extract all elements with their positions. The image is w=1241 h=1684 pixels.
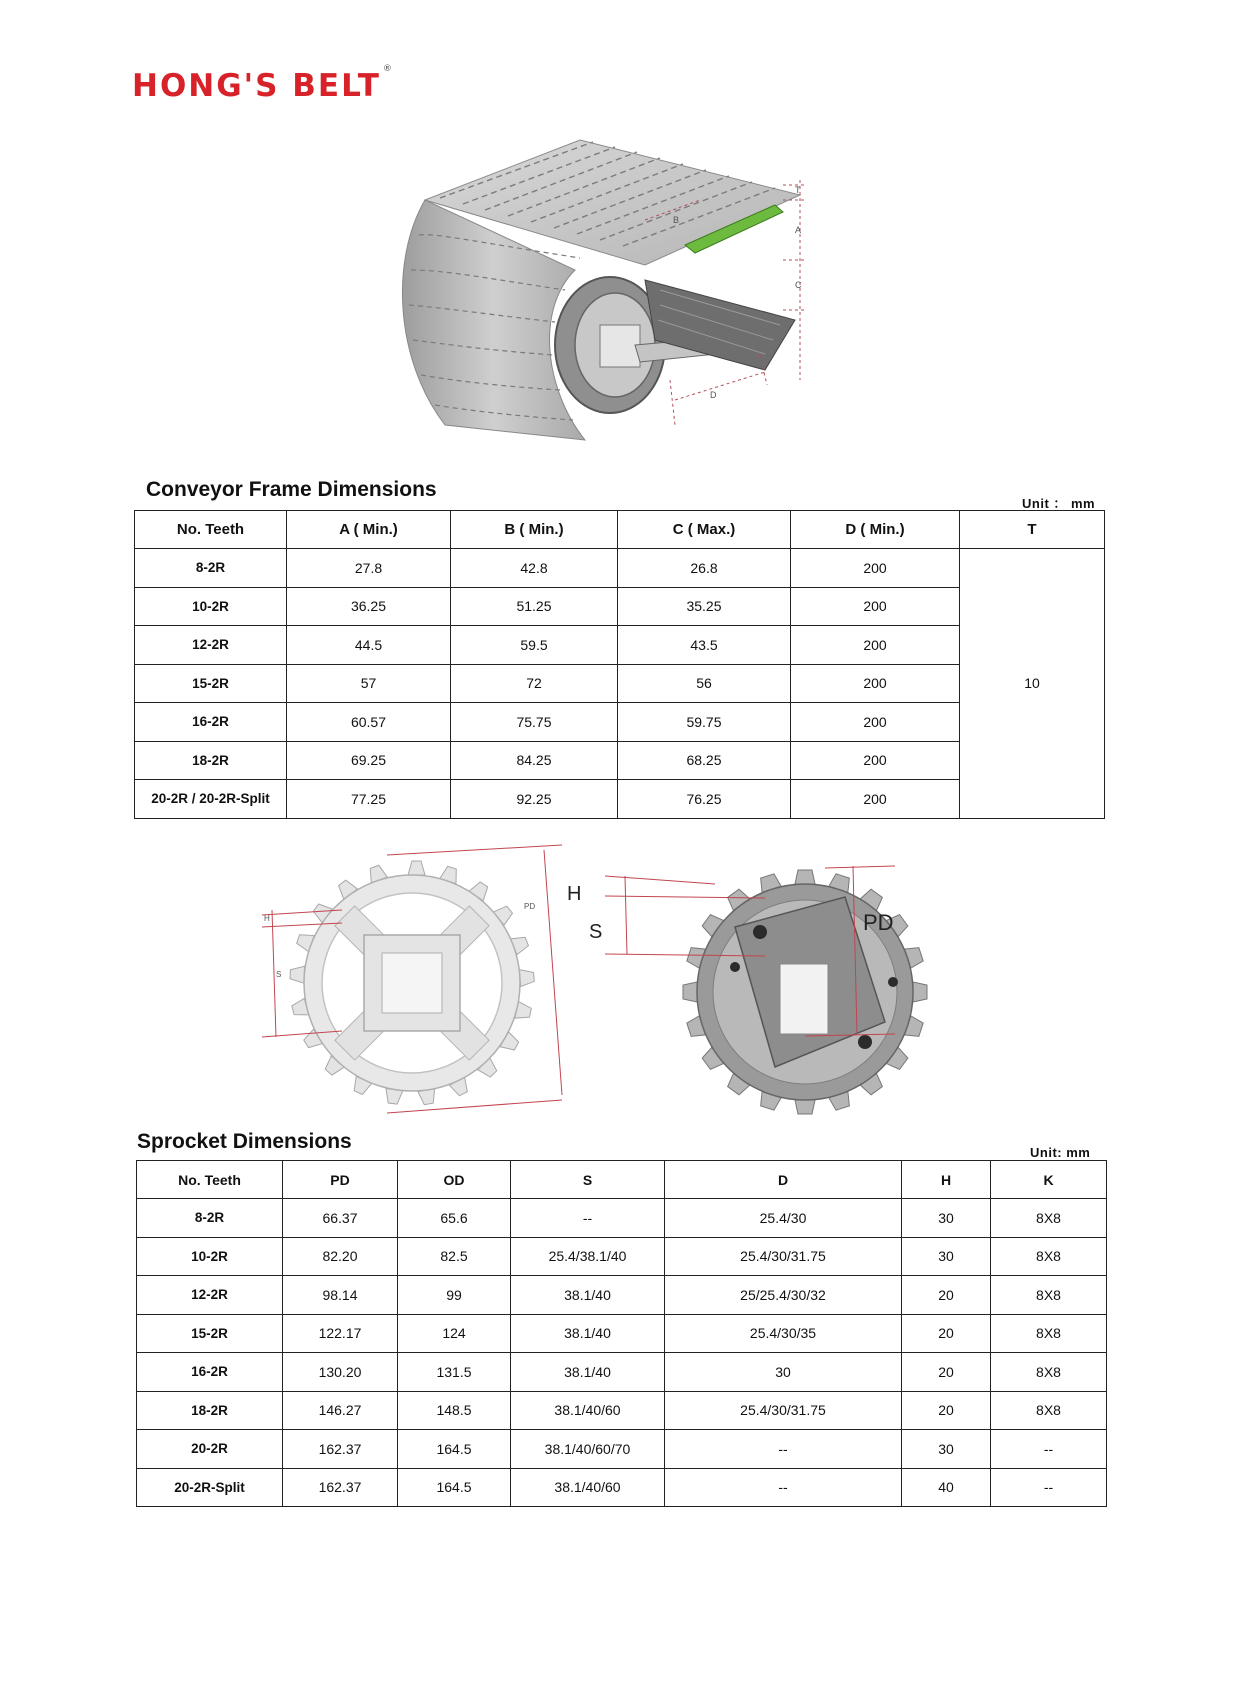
- dim-label-h: H: [567, 883, 582, 905]
- table-row: [137, 1276, 1107, 1315]
- cell-c: 35.25: [618, 587, 791, 626]
- cell-h: 30: [902, 1237, 991, 1276]
- cell-d: 25.4/30/31.75: [665, 1237, 902, 1276]
- cell-b: 72: [451, 664, 618, 703]
- cell-s: 38.1/40/60/70: [511, 1430, 665, 1469]
- cell-pd: 162.37: [283, 1430, 398, 1469]
- cell-teeth: 18-2R: [137, 1391, 283, 1430]
- cell-d: --: [665, 1430, 902, 1469]
- cell-k: 8X8: [991, 1314, 1107, 1353]
- cell-teeth: 12-2R: [137, 1276, 283, 1315]
- table-row: [137, 1468, 1107, 1507]
- table-row: [135, 780, 1105, 819]
- cell-teeth: 12-2R: [135, 626, 287, 665]
- frame-unit-label: Unit ： mm: [1022, 496, 1096, 511]
- cell-d: 200: [791, 587, 960, 626]
- sprocket-col-s: S: [511, 1161, 665, 1199]
- sprocket-col-h: H: [902, 1161, 991, 1199]
- cell-s: 38.1/40: [511, 1276, 665, 1315]
- cell-d: 25/25.4/30/32: [665, 1276, 902, 1315]
- cell-h: 40: [902, 1468, 991, 1507]
- dim-label-c: C: [795, 280, 802, 290]
- dim-label-a: A: [795, 225, 802, 235]
- cell-h: 20: [902, 1276, 991, 1315]
- cell-pd: 162.37: [283, 1468, 398, 1507]
- cell-d: 25.4/30/35: [665, 1314, 902, 1353]
- cell-c: 59.75: [618, 703, 791, 742]
- cell-teeth: 20-2R: [137, 1430, 283, 1469]
- frame-col-c: C ( Max.): [618, 511, 791, 549]
- dim-label-d: D: [710, 390, 717, 400]
- cell-a: 27.8: [287, 549, 451, 588]
- cell-c: 68.25: [618, 741, 791, 780]
- cell-d: 200: [791, 703, 960, 742]
- cell-pd: 130.20: [283, 1353, 398, 1392]
- dim-label-s: S: [589, 921, 603, 943]
- brand-logo: [132, 63, 394, 104]
- cell-a: 36.25: [287, 587, 451, 626]
- frame-col-teeth: No. Teeth: [135, 511, 287, 549]
- cell-b: 75.75: [451, 703, 618, 742]
- cell-teeth: 15-2R: [135, 664, 287, 703]
- cell-teeth: 20-2R-Split: [137, 1468, 283, 1507]
- cell-a: 44.5: [287, 626, 451, 665]
- cell-b: 42.8: [451, 549, 618, 588]
- cell-h: 20: [902, 1314, 991, 1353]
- table-row: [137, 1314, 1107, 1353]
- cell-od: 82.5: [398, 1237, 511, 1276]
- frame-col-t: T: [960, 511, 1105, 549]
- table-row: [137, 1199, 1107, 1238]
- cell-a: 77.25: [287, 780, 451, 819]
- cell-d: 200: [791, 549, 960, 588]
- frame-col-d: D ( Min.): [791, 511, 960, 549]
- cell-teeth: 16-2R: [135, 703, 287, 742]
- cell-s: 25.4/38.1/40: [511, 1237, 665, 1276]
- cell-teeth: 10-2R: [137, 1237, 283, 1276]
- cell-od: 99: [398, 1276, 511, 1315]
- cell-pd: 82.20: [283, 1237, 398, 1276]
- cell-b: 92.25: [451, 780, 618, 819]
- table-row: [135, 741, 1105, 780]
- cell-k: 8X8: [991, 1276, 1107, 1315]
- cell-d: 25.4/30/31.75: [665, 1391, 902, 1430]
- cell-teeth: 15-2R: [137, 1314, 283, 1353]
- cell-d: 200: [791, 780, 960, 819]
- cell-od: 148.5: [398, 1391, 511, 1430]
- cell-k: 8X8: [991, 1391, 1107, 1430]
- cell-s: 38.1/40/60: [511, 1468, 665, 1507]
- cell-d: 200: [791, 626, 960, 665]
- sprocket-col-d: D: [665, 1161, 902, 1199]
- cell-d: 25.4/30: [665, 1199, 902, 1238]
- cell-c: 56: [618, 664, 791, 703]
- table-row: [137, 1237, 1107, 1276]
- cell-teeth: 8-2R: [137, 1199, 283, 1238]
- cell-od: 164.5: [398, 1430, 511, 1469]
- cell-h: 20: [902, 1391, 991, 1430]
- cell-d: 200: [791, 664, 960, 703]
- cell-od: 131.5: [398, 1353, 511, 1392]
- frame-col-b: B ( Min.): [451, 511, 618, 549]
- cell-teeth: 10-2R: [135, 587, 287, 626]
- cell-t-merged: 10: [960, 549, 1105, 819]
- dim-label-t: T: [795, 185, 801, 195]
- cell-b: 59.5: [451, 626, 618, 665]
- cell-k: 8X8: [991, 1353, 1107, 1392]
- cell-k: 8X8: [991, 1237, 1107, 1276]
- cell-teeth: 16-2R: [137, 1353, 283, 1392]
- table-row: [137, 1391, 1107, 1430]
- cell-s: 38.1/40: [511, 1314, 665, 1353]
- cell-s: 38.1/40: [511, 1353, 665, 1392]
- cell-teeth: 18-2R: [135, 741, 287, 780]
- cell-pd: 66.37: [283, 1199, 398, 1238]
- sprocket-col-od: OD: [398, 1161, 511, 1199]
- cell-h: 30: [902, 1430, 991, 1469]
- sprocket-header-row: [137, 1161, 1107, 1199]
- dim-label-s-small: S: [276, 970, 282, 979]
- cell-d: --: [665, 1468, 902, 1507]
- cell-a: 69.25: [287, 741, 451, 780]
- sprocket-split-illustration: [567, 868, 975, 1116]
- brand-name: HONG'S BELT: [132, 68, 381, 104]
- sprocket-col-k: K: [991, 1161, 1107, 1199]
- sprocket-unit-label: Unit: mm: [1030, 1145, 1091, 1160]
- sprocket-dimensions-table: [136, 1160, 1107, 1507]
- cell-a: 60.57: [287, 703, 451, 742]
- table-row: [137, 1430, 1107, 1469]
- cell-od: 164.5: [398, 1468, 511, 1507]
- frame-header-row: [135, 511, 1105, 549]
- cell-teeth: 20-2R / 20-2R-Split: [135, 780, 287, 819]
- dim-label-pd: PD: [863, 910, 894, 935]
- cell-pd: 98.14: [283, 1276, 398, 1315]
- table-row: [135, 626, 1105, 665]
- sprocket-col-teeth: No. Teeth: [137, 1161, 283, 1199]
- table-row: [135, 664, 1105, 703]
- cell-s: 38.1/40/60: [511, 1391, 665, 1430]
- conveyor-belt-illustration: [405, 140, 875, 470]
- cell-pd: 122.17: [283, 1314, 398, 1353]
- cell-od: 65.6: [398, 1199, 511, 1238]
- cell-d: 200: [791, 741, 960, 780]
- sprocket-front-illustration: [262, 855, 572, 1115]
- sprocket-col-pd: PD: [283, 1161, 398, 1199]
- dim-label-pd-small: PD: [524, 902, 536, 911]
- cell-s: --: [511, 1199, 665, 1238]
- cell-d: 30: [665, 1353, 902, 1392]
- frame-dimensions-table: [134, 510, 1105, 819]
- frame-section-title: Conveyor Frame Dimensions: [146, 478, 437, 501]
- table-row: [137, 1353, 1107, 1392]
- cell-c: 76.25: [618, 780, 791, 819]
- cell-b: 51.25: [451, 587, 618, 626]
- cell-a: 57: [287, 664, 451, 703]
- registered-mark: ®: [382, 63, 394, 74]
- cell-h: 20: [902, 1353, 991, 1392]
- cell-c: 43.5: [618, 626, 791, 665]
- cell-h: 30: [902, 1199, 991, 1238]
- cell-k: 8X8: [991, 1199, 1107, 1238]
- table-row: [135, 549, 1105, 588]
- cell-b: 84.25: [451, 741, 618, 780]
- sprocket-section-title: Sprocket Dimensions: [137, 1130, 352, 1153]
- table-row: [135, 703, 1105, 742]
- cell-teeth: 8-2R: [135, 549, 287, 588]
- cell-k: --: [991, 1430, 1107, 1469]
- cell-od: 124: [398, 1314, 511, 1353]
- dim-label-h-small: H: [264, 914, 270, 923]
- cell-k: --: [991, 1468, 1107, 1507]
- cell-pd: 146.27: [283, 1391, 398, 1430]
- dim-label-b: B: [673, 215, 680, 225]
- cell-c: 26.8: [618, 549, 791, 588]
- table-row: [135, 587, 1105, 626]
- frame-col-a: A ( Min.): [287, 511, 451, 549]
